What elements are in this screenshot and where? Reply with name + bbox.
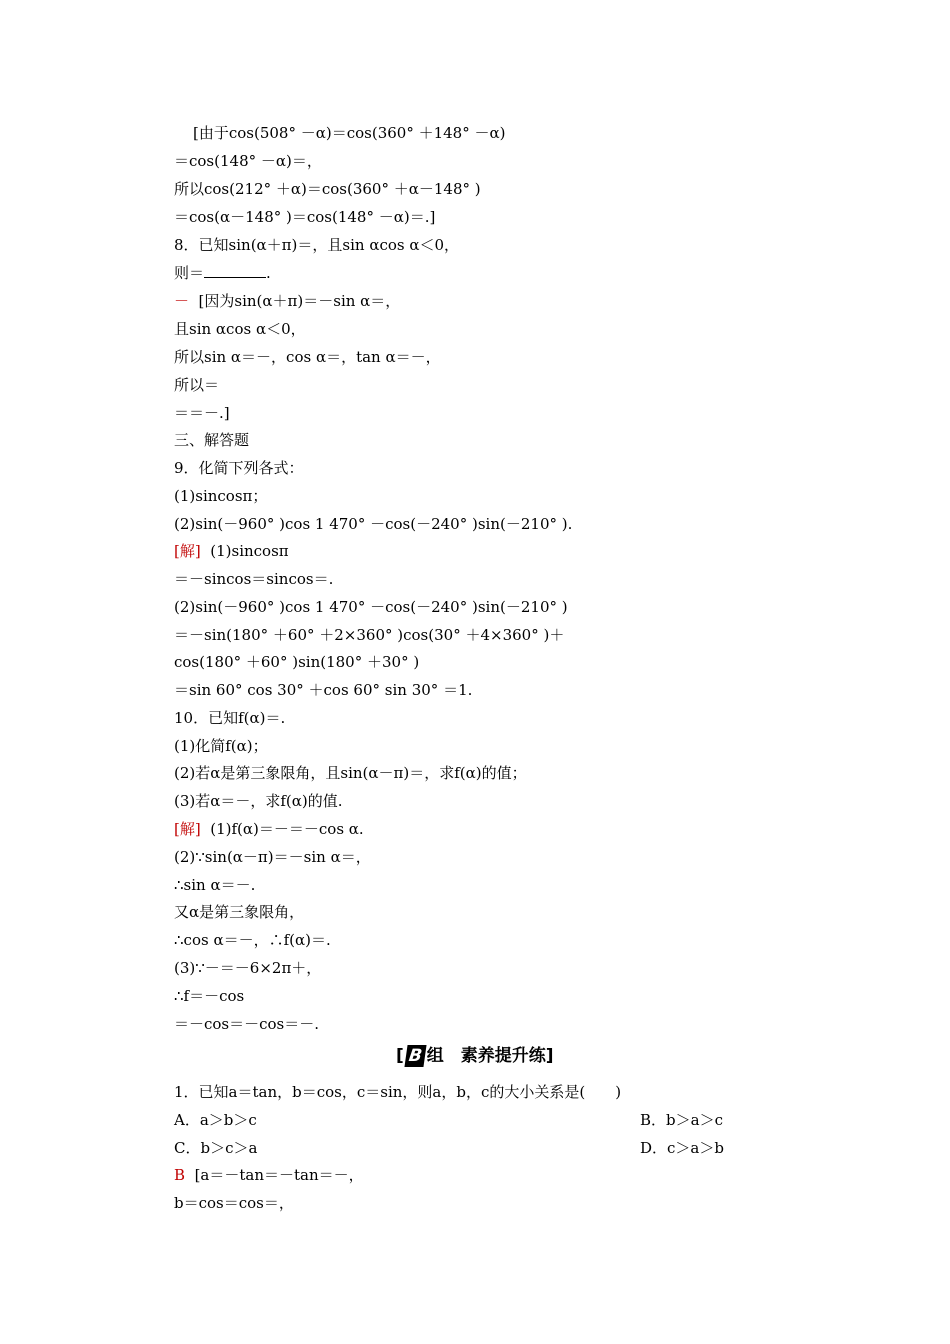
text-line — [174, 541, 289, 561]
text-line: 所以＝ — [174, 376, 220, 394]
text-line: cos(180° ＋60° )sin(180° ＋30° ) — [174, 653, 420, 671]
text-line: ＝cos(148° －α)＝， — [174, 152, 322, 170]
option-b: B．b＞a＞c — [640, 1111, 723, 1129]
text-line: 所以cos(212° ＋α)＝cos(360° ＋α－148° ) — [174, 180, 481, 198]
text-line: (1)sincosπ； — [174, 487, 268, 505]
question-8: 8．已知sin(α＋π)＝，且sin αcos α＜0， — [174, 236, 460, 254]
text-line: ＝cos(α－148° )＝cos(148° －α)＝.] — [174, 208, 436, 226]
solution-label: [解] — [174, 820, 201, 838]
text-line: 又α是第三象限角， — [174, 903, 305, 921]
text-line: 且sin αcos α＜0， — [174, 320, 306, 338]
text-fragment: [因为sin(α＋π)＝－sin α＝， — [189, 292, 401, 310]
text-line: b＝cos＝cos＝， — [174, 1194, 294, 1212]
text-line: (2)∵sin(α－π)＝－sin α＝， — [174, 848, 371, 866]
bracket-open: [ — [396, 1046, 404, 1066]
text-line: ＝－sincos＝sincos＝. — [174, 570, 334, 588]
text-line: ＝＝－.] — [174, 404, 230, 422]
text-line: (3)∵－＝－6×2π＋， — [174, 959, 322, 977]
text-line: ＝－sin(180° ＋60° ＋2×360° )cos(30° ＋4×360° )＋ — [174, 626, 565, 644]
group-b-badge: B — [404, 1045, 426, 1067]
section-title: 三、解答题 — [174, 431, 250, 449]
text-line: 所以sin α＝－，cos α＝，tan α＝－， — [174, 348, 441, 366]
solution-label: [解] — [174, 542, 201, 560]
text-fragment: (1)sincosπ — [200, 542, 289, 560]
option-row — [174, 1110, 723, 1130]
group-title: 组 素养提升练 — [426, 1046, 546, 1066]
text-line: (1)化简f(α)； — [174, 737, 268, 755]
text-line: (2)sin(－960° )cos 1 470° －cos(－240° )sin(－210° ). — [174, 515, 573, 533]
text-line: [由于cos(508° －α)＝cos(360° ＋148° －α) — [193, 124, 506, 142]
question-1: 1．已知a＝tan，b＝cos，c＝sin，则a，b，c的大小关系是( ) — [174, 1083, 622, 1101]
option-row — [174, 1138, 724, 1158]
question-9: 9．化简下列各式： — [174, 459, 304, 477]
option-c: C．b＞c＞a — [174, 1139, 258, 1157]
answer-blank — [204, 263, 266, 278]
bracket-close: ] — [545, 1046, 554, 1066]
group-b-heading — [396, 1045, 554, 1067]
text-line: ∴cos α＝－，∴f(α)＝. — [174, 931, 331, 949]
text-line: ∴sin α＝－. — [174, 876, 256, 894]
text-fragment: [a＝－tan＝－tan＝－， — [185, 1166, 364, 1184]
text-line: (2)sin(－960° )cos 1 470° －cos(－240° )sin(－210° ) — [174, 598, 568, 616]
text-line: (3)若α＝－，求f(α)的值. — [174, 792, 343, 810]
text-line — [174, 1165, 364, 1185]
text-fragment: (1)f(α)＝－＝－cos α. — [200, 820, 364, 838]
text-line: ∴f＝－cos — [174, 987, 245, 1005]
question-10: 10．已知f(α)＝. — [174, 709, 286, 727]
text-fragment: . — [266, 264, 271, 282]
option-a: A．a＞b＞c — [174, 1111, 257, 1129]
text-line — [174, 291, 400, 311]
text-fragment: 则＝ — [174, 264, 205, 282]
text-line — [174, 263, 271, 283]
text-line: ＝－cos＝－cos＝－. — [174, 1015, 320, 1033]
option-d: D．c＞a＞b — [640, 1139, 724, 1157]
text-line: ＝sin 60° cos 30° ＋cos 60° sin 30° ＝1. — [174, 681, 473, 699]
answer-label: － — [174, 292, 190, 310]
text-line: (2)若α是第三象限角，且sin(α－π)＝，求f(α)的值； — [174, 764, 527, 782]
answer-label: B — [174, 1166, 186, 1184]
text-line — [174, 819, 364, 839]
